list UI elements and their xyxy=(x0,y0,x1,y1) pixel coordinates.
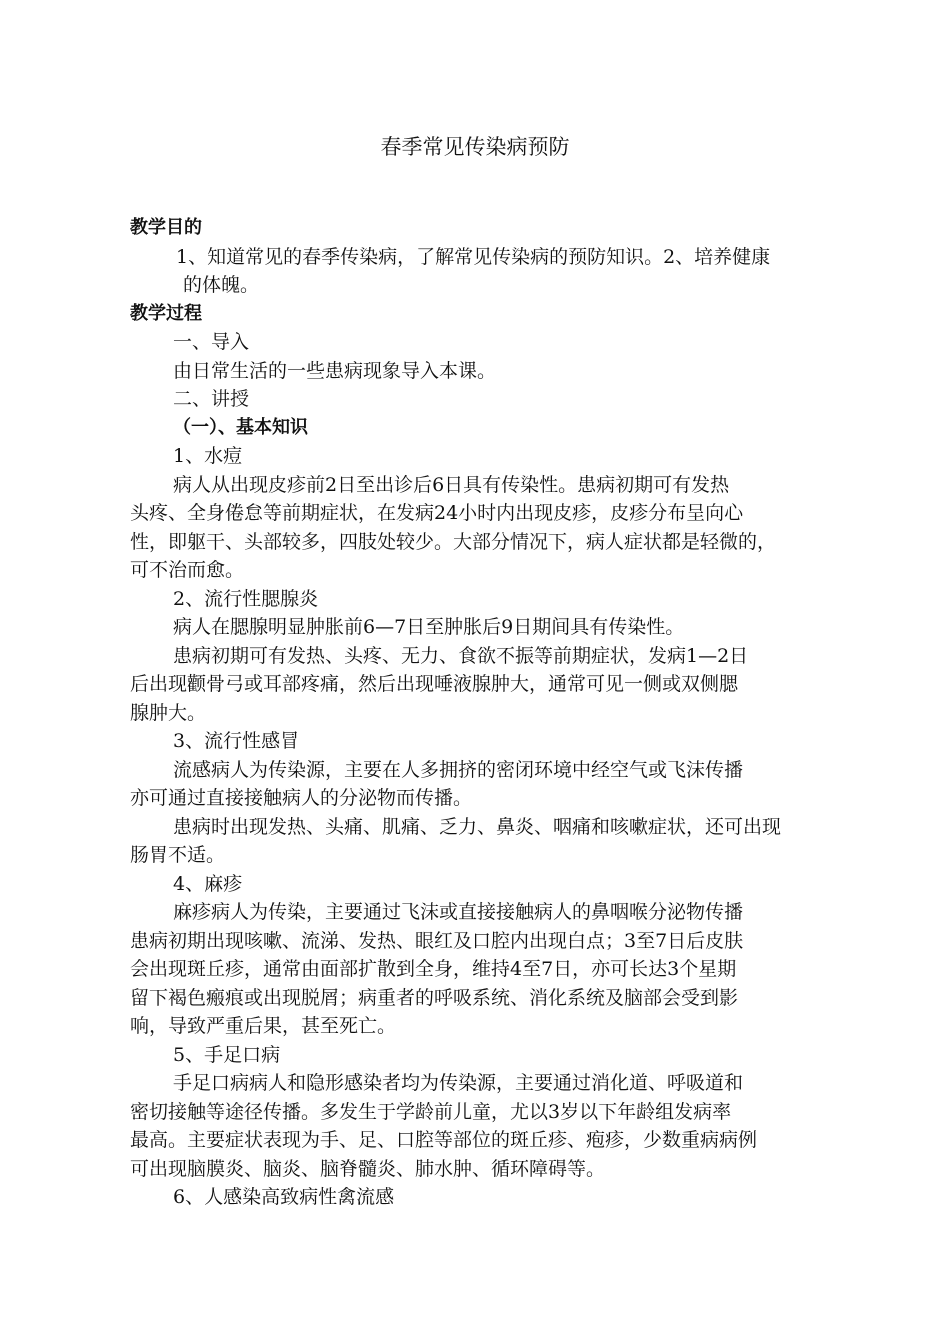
paragraph-line: 留下褐色瘢痕或出现脱屑；病重者的呼吸系统、消化系统及脑部会受到影 xyxy=(130,987,739,1009)
paragraph-line: 患病时出现发热、头痛、肌痛、乏力、鼻炎、咽痛和咳嗽症状，还可出现 xyxy=(173,816,782,838)
paragraph-line: 最高。主要症状表现为手、足、口腔等部位的斑丘疹、疱疹，少数重病病例 xyxy=(130,1129,758,1151)
paragraph-line: 病人从出现皮疹前2日至出诊后6日具有传染性。患病初期可有发热 xyxy=(173,474,730,496)
disease-title: 6、人感染高致病性禽流感 xyxy=(173,1186,395,1208)
page-title: 春季常见传染病预防 xyxy=(380,135,570,159)
disease-title: 3、流行性感冒 xyxy=(173,730,300,752)
paragraph-line: 腺肿大。 xyxy=(130,702,207,724)
disease-title: 4、麻疹 xyxy=(173,873,243,895)
heading-teaching-goal: 教学目的 xyxy=(130,217,202,238)
disease-title: 5、手足口病 xyxy=(173,1044,281,1066)
section-teach: 二、讲授 xyxy=(173,388,250,410)
goal-text-line: 的体魄。 xyxy=(183,274,260,296)
paragraph-line: 手足口病病人和隐形感染者均为传染源，主要通过消化道、呼吸道和 xyxy=(173,1072,744,1094)
paragraph-line: 可出现脑膜炎、脑炎、脑脊髓炎、肺水肿、循环障碍等。 xyxy=(130,1158,606,1180)
paragraph-line: 可不治而愈。 xyxy=(130,559,245,581)
heading-teaching-process: 教学过程 xyxy=(130,303,202,324)
goal-text-line: 1、知道常见的春季传染病，了解常见传染病的预防知识。2、培养健康 xyxy=(176,246,771,268)
disease-title: 1、水痘 xyxy=(173,445,243,467)
paragraph-line: 亦可通过直接接触病人的分泌物而传播。 xyxy=(130,787,473,809)
paragraph-line: 患病初期出现咳嗽、流涕、发热、眼红及口腔内出现白点；3至7日后皮肤 xyxy=(130,930,744,952)
section-intro: 一、导入 xyxy=(173,331,250,353)
paragraph-line: 头疼、全身倦怠等前期症状，在发病24小时内出现皮疹，皮疹分布呈向心 xyxy=(130,502,744,524)
paragraph-line: 性，即躯干、头部较多，四肢处较少。大部分情况下，病人症状都是轻微的， xyxy=(130,531,777,553)
paragraph-line: 流感病人为传染源，主要在人多拥挤的密闭环境中经空气或飞沫传播 xyxy=(173,759,744,781)
disease-title: 2、流行性腮腺炎 xyxy=(173,588,319,610)
paragraph-line: 患病初期可有发热、头疼、无力、食欲不振等前期症状，发病1—2日 xyxy=(173,645,749,667)
intro-text: 由日常生活的一些患病现象导入本课。 xyxy=(173,360,497,382)
paragraph-line: 响，导致严重后果，甚至死亡。 xyxy=(130,1015,397,1037)
paragraph-line: 会出现斑丘疹，通常由面部扩散到全身，维持4至7日，亦可长达3个星期 xyxy=(130,958,737,980)
paragraph-line: 麻疹病人为传染，主要通过飞沫或直接接触病人的鼻咽喉分泌物传播 xyxy=(173,901,744,923)
paragraph-line: 肠胃不适。 xyxy=(130,844,226,866)
paragraph-line: 后出现颧骨弓或耳部疼痛，然后出现唾液腺肿大，通常可见一侧或双侧腮 xyxy=(130,673,739,695)
subheading-basic-knowledge: （一）、基本知识 xyxy=(173,417,308,438)
paragraph-line: 密切接触等途径传播。多发生于学龄前儿童，尤以3岁以下年龄组发病率 xyxy=(130,1101,732,1123)
paragraph-line: 病人在腮腺明显肿胀前6—7日至肿胀后9日期间具有传染性。 xyxy=(173,616,685,638)
